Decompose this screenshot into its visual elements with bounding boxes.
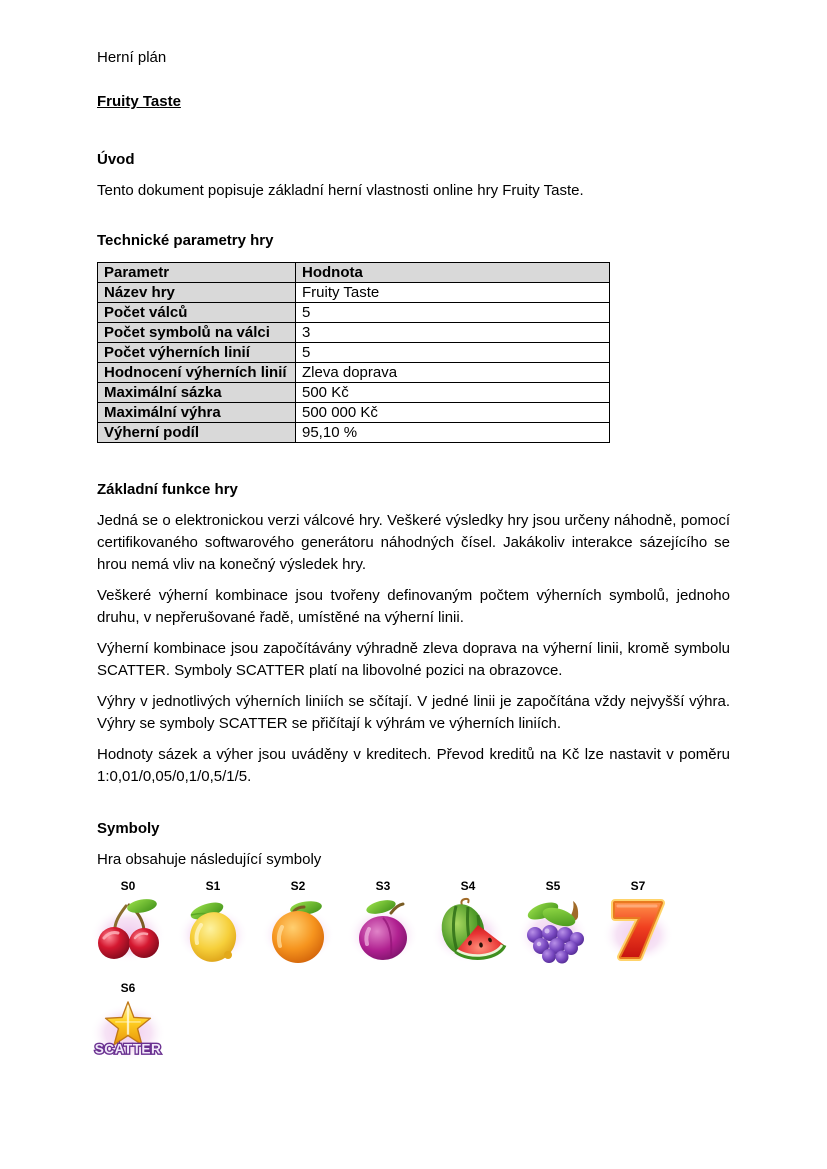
table-cell-param: Výherní podíl xyxy=(98,423,296,443)
symbol-item-s4 xyxy=(428,879,508,965)
tech-params-table xyxy=(97,262,610,443)
table-cell-value: 3 xyxy=(296,323,610,343)
table-cell-value: 5 xyxy=(296,303,610,323)
table-cell-param: Počet výherních linií xyxy=(98,343,296,363)
symbol-label: S5 xyxy=(545,879,561,893)
doc-title: Fruity Taste xyxy=(97,93,181,110)
table-cell-value: 500 000 Kč xyxy=(296,403,610,423)
section-heading-intro: Úvod xyxy=(97,151,135,168)
symbol-label: S7 xyxy=(630,879,646,893)
symbol-item-s5 xyxy=(513,879,593,965)
section-heading-tech-params: Technické parametry hry xyxy=(97,232,274,249)
table-header-row xyxy=(98,263,610,283)
basics-paragraph: Jedná se o elektronickou verzi válcové hry. Veškeré výsledky hry jsou určeny náhodně, pomocí certifikovaného softwarového generátoru náhodných čísel. Jakákoliv interakce sázejícího se hrou nemá vliv na konečný výsledek hry. xyxy=(97,512,730,573)
table-row xyxy=(98,363,610,383)
symbols-row-2 xyxy=(88,981,730,1067)
table-cell-param: Hodnocení výherních linií xyxy=(98,363,296,383)
table-row xyxy=(98,323,610,343)
basics-paragraph: Veškeré výherní kombinace jsou tvořeny definovaným počtem výherních symbolů, jednoho druhu, v nepřerušované řadě, umístěné na výherní linii. xyxy=(97,587,730,626)
symbol-item-s7 xyxy=(598,879,678,965)
basics-paragraph: Výherní kombinace jsou započítávány výhradně zleva doprava na výherní linii, kromě symbolu SCATTER. Symboly SCATTER platí na libovolné pozici na obrazovce. xyxy=(97,640,730,679)
scatter-text: SCATTER xyxy=(94,1041,162,1057)
watermelon-icon xyxy=(428,893,508,965)
scatter-star-icon xyxy=(88,995,168,1067)
lemon-icon xyxy=(173,893,253,965)
table-cell-param: Maximální výhra xyxy=(98,403,296,423)
table-cell-value: Fruity Taste xyxy=(296,283,610,303)
basics-paragraph: Hodnoty sázek a výher jsou uváděny v kreditech. Převod kreditů na Kč lze nastavit v poměru 1:0,01/0,05/0,1/0,5/1/5. xyxy=(97,746,730,785)
table-row xyxy=(98,303,610,323)
symbol-label: S1 xyxy=(205,879,221,893)
table-row xyxy=(98,283,610,303)
section-heading-basics: Základní funkce hry xyxy=(97,481,238,498)
seven-icon xyxy=(598,893,678,965)
table-cell-param: Maximální sázka xyxy=(98,383,296,403)
table-cell-value: 5 xyxy=(296,343,610,363)
grapes-icon xyxy=(513,893,593,965)
symbol-item-s1 xyxy=(173,879,253,965)
symbol-item-s2 xyxy=(258,879,338,965)
table-cell-param: Počet válců xyxy=(98,303,296,323)
basics-paragraph: Výhry v jednotlivých výherních liniích se sčítají. V jedné linii je započítána vždy nejvyšší výhra. Výhry se symboly SCATTER se přičítají k výhrám ve výherních liniích. xyxy=(97,693,730,732)
symbol-item-s0 xyxy=(88,879,168,965)
intro-paragraph: Tento dokument popisuje základní herní vlastnosti online hry Fruity Taste. xyxy=(97,182,584,199)
symbols-intro: Hra obsahuje následující symboly xyxy=(97,851,322,868)
symbol-label: S6 xyxy=(120,981,136,995)
table-cell-param: Název hry xyxy=(98,283,296,303)
symbol-label: S2 xyxy=(290,879,306,893)
table-header-cell: Hodnota xyxy=(296,263,610,283)
table-header-cell: Parametr xyxy=(98,263,296,283)
symbol-label: S3 xyxy=(375,879,391,893)
table-cell-value: 95,10 % xyxy=(296,423,610,443)
table-cell-value: 500 Kč xyxy=(296,383,610,403)
table-row xyxy=(98,403,610,423)
page-header: Herní plán xyxy=(97,49,167,66)
symbol-item-s6 xyxy=(88,981,168,1067)
symbol-item-s3 xyxy=(343,879,423,965)
table-cell-param: Počet symbolů na válci xyxy=(98,323,296,343)
table-cell-value: Zleva doprava xyxy=(296,363,610,383)
cherries-icon xyxy=(88,893,168,965)
symbol-label: S0 xyxy=(120,879,136,893)
orange-icon xyxy=(258,893,338,965)
table-row xyxy=(98,383,610,403)
table-row xyxy=(98,343,610,363)
symbol-label: S4 xyxy=(460,879,476,893)
plum-icon xyxy=(343,893,423,965)
table-row xyxy=(98,423,610,443)
section-heading-symbols: Symboly xyxy=(97,820,160,837)
symbols-row-1 xyxy=(88,879,730,965)
